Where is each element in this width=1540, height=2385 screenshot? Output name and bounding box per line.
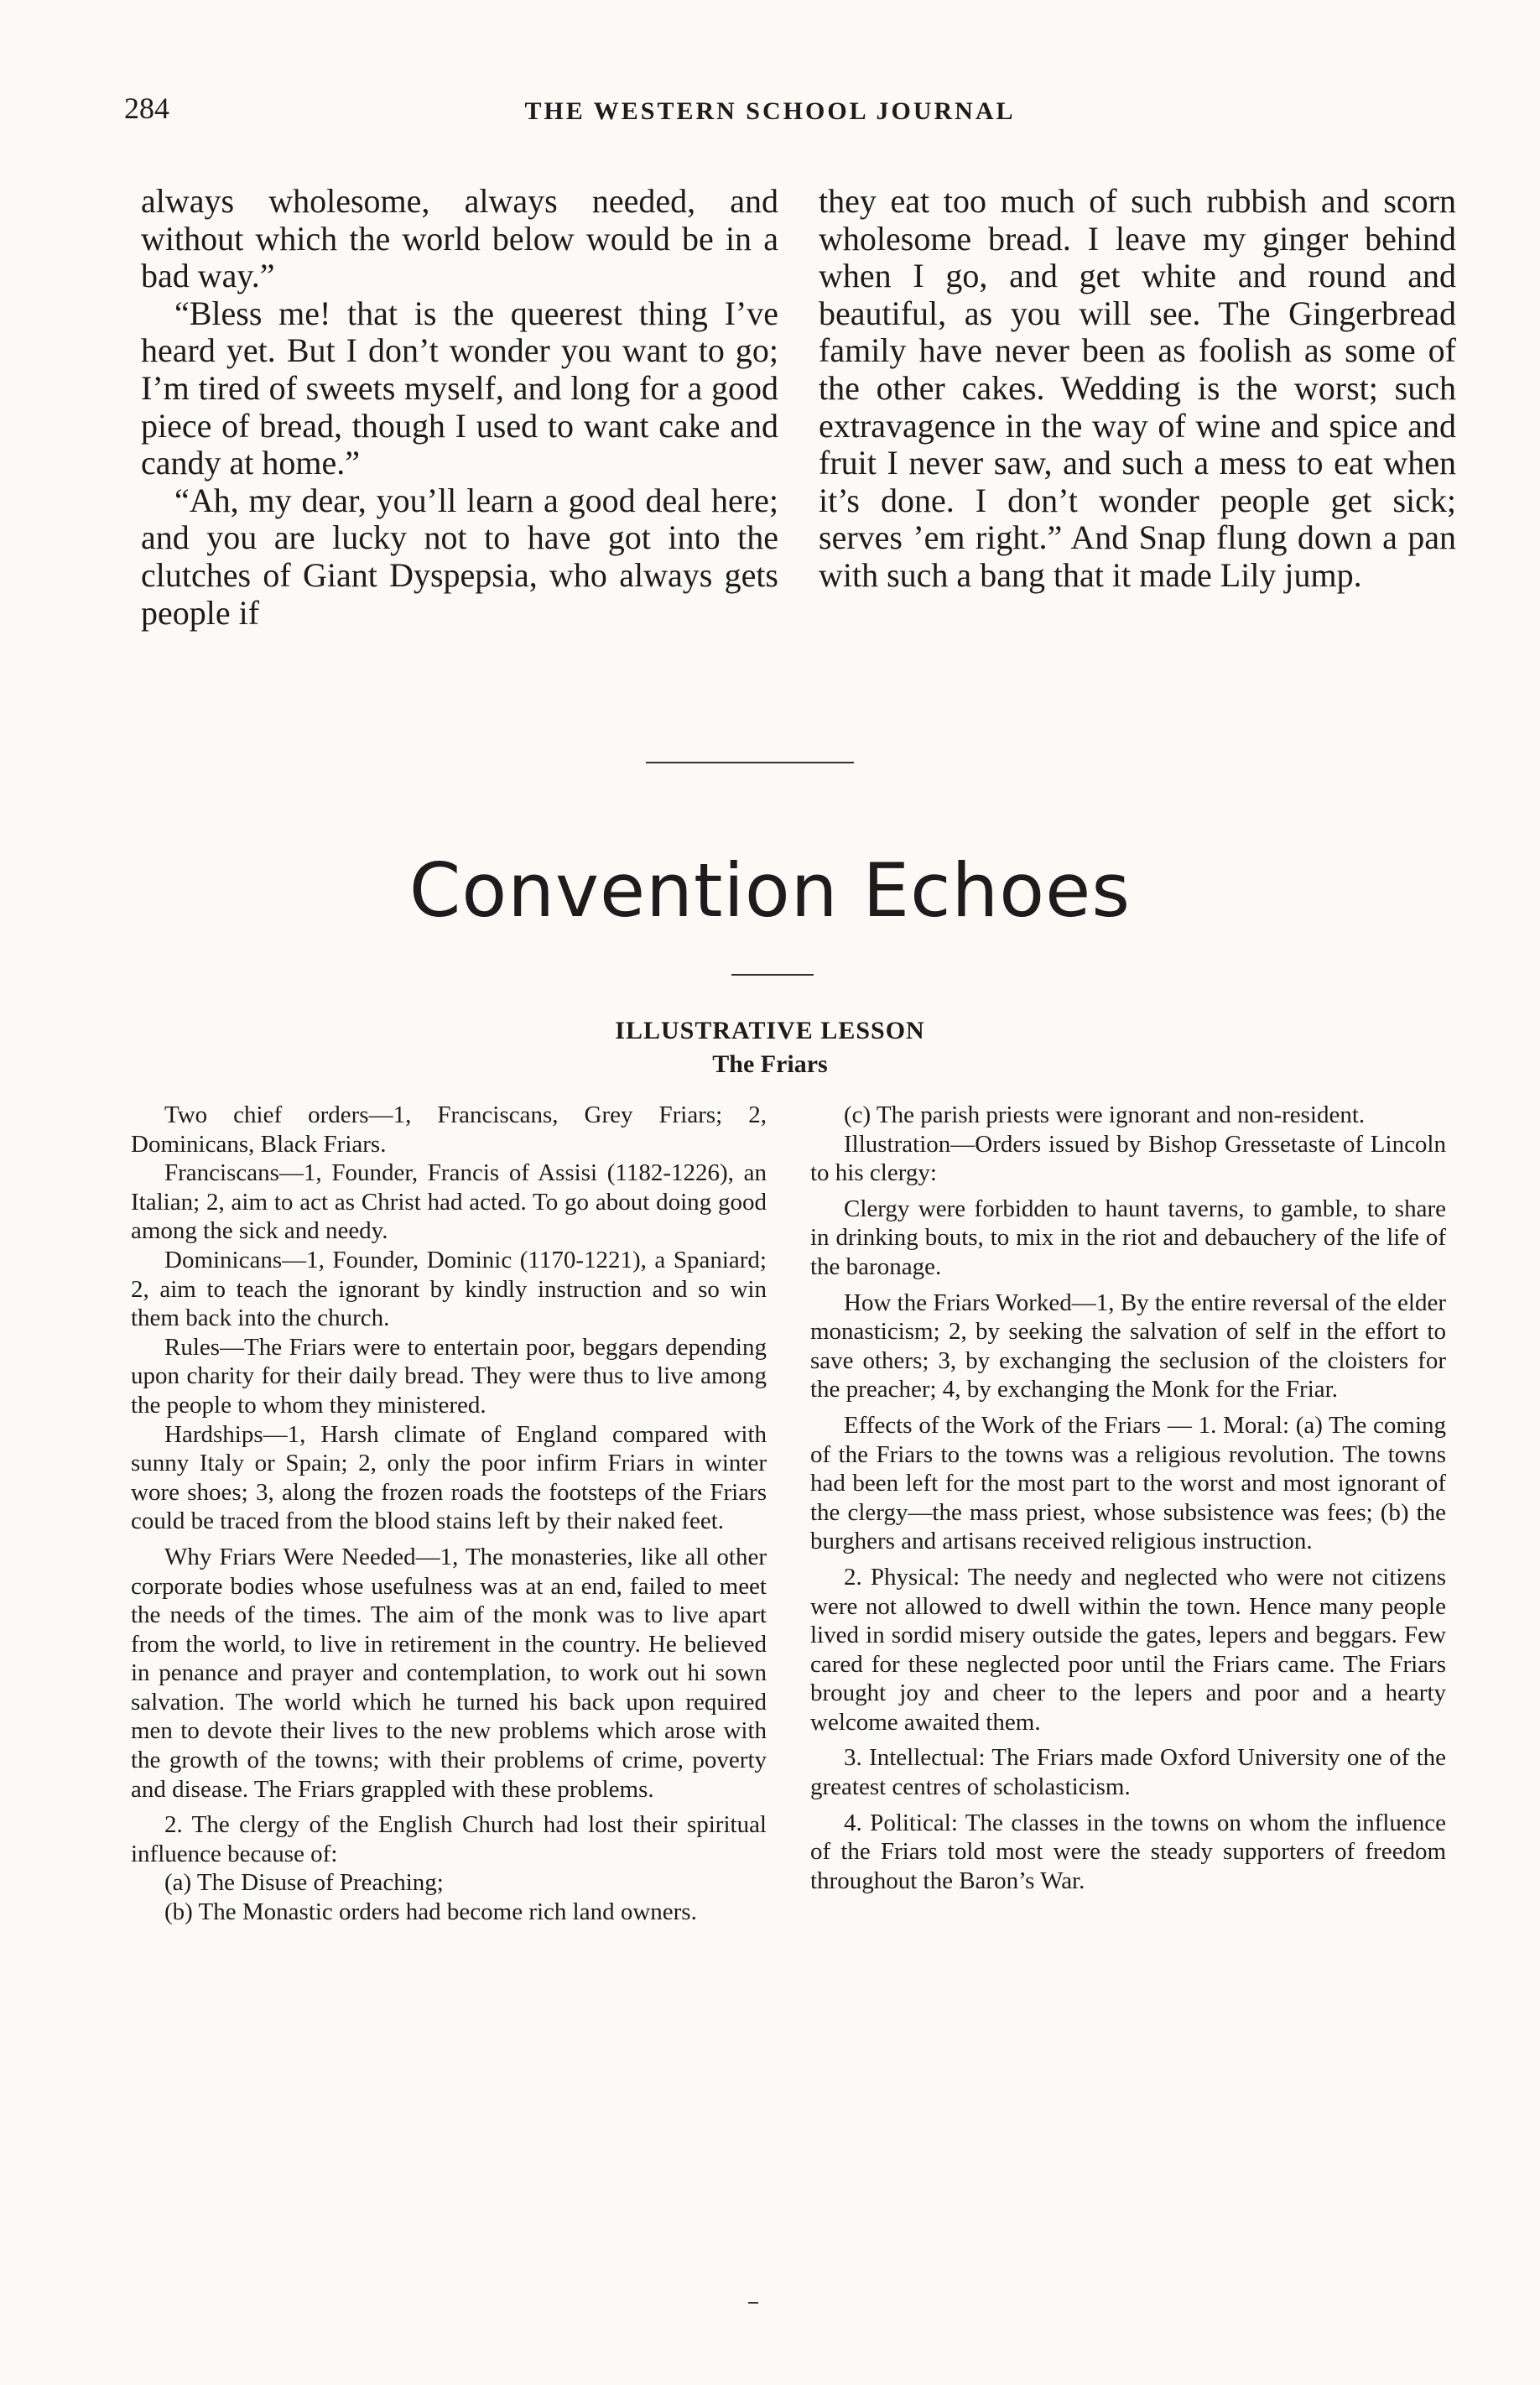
article-paragraph: (b) The Monastic orders had become rich land owners. bbox=[164, 1898, 697, 1926]
article-paragraph: Clergy were forbidden to haunt taverns, to gamble, to share in drinking bouts, to mix in the riot and debauchery of the life of the baronage. bbox=[810, 1195, 1446, 1280]
article-paragraph: 4. Political: The classes in the towns on whom the influence of the Friars told most were the steady supporters of freedom throughout the Baron’s War. bbox=[810, 1809, 1446, 1894]
article-body bbox=[131, 1101, 1446, 1927]
article-paragraph: Franciscans—1, Founder, Francis of Assisi (1182-1226), an Italian; 2, aim to act as Christ had acted. To go about doing good among the sick and needy. bbox=[131, 1159, 767, 1245]
heading-divider bbox=[731, 974, 814, 976]
article-paragraph: Hardships—1, Harsh climate of England compared with sunny Italy or Spain; 2, only the poor infirm Friars in winter wore shoes; 3, along the frozen roads the footsteps of the Friars could be traced from the blood stains left by their naked feet. bbox=[131, 1420, 767, 1535]
page-footer-mark bbox=[748, 2302, 758, 2304]
article-paragraph: How the Friars Worked—1, By the entire reversal of the elder monasticism; 2, by seeking the salvation of self in the effort to save others; 3, by exchanging the seclusion of the cloisters for the preacher; 4, by exchanging the Monk for the Friar. bbox=[810, 1289, 1446, 1403]
story-paragraph: always wholesome, always needed, and without which the world below would be in a bad way.” bbox=[141, 182, 778, 295]
story-paragraph: “Ah, my dear, you’ll learn a good deal here; and you are lucky not to have got into the clutches of Giant Dyspepsia, who always gets people if bbox=[141, 481, 778, 632]
page-number: 284 bbox=[124, 91, 169, 125]
article-paragraph: Why Friars Were Needed—1, The monasteries, like all other corporate bodies whose usefulness was at an end, failed to meet the needs of the times. The aim of the monk was to live apart from the world, to live in retirement in the country. He believed in penance and prayer and contemplation, to work out hi sown salvation. The world which he turned his back upon required men to devote their lives to the new problems which arose with the growth of the towns; with their problems of crime, poverty and disease. The Friars grappled with these problems. bbox=[131, 1543, 767, 1803]
lesson-title: ILLUSTRATIVE LESSON bbox=[615, 1017, 925, 1044]
section-divider bbox=[646, 762, 854, 763]
article-paragraph: 2. Physical: The needy and neglected who were not citizens were not allowed to dwell within the town. Hence many people lived in sordid misery outside the gates, lepers and beggars. Few cared for these neglected poor until the Friars came. The Friars brought joy and cheer to the lepers and poor and a hearty welcome awaited them. bbox=[810, 1563, 1446, 1736]
article-heading: Convention Echoes bbox=[408, 847, 1132, 934]
article-paragraph: 2. The clergy of the English Church had lost their spiritual influence because of: bbox=[131, 1811, 767, 1867]
article-paragraph: (c) The parish priests were ignorant and non-resident. bbox=[844, 1101, 1366, 1128]
story-left-column bbox=[141, 183, 778, 632]
article-paragraph: (a) The Disuse of Preaching; bbox=[164, 1869, 444, 1897]
article-right-column bbox=[810, 1101, 1446, 1927]
story-paragraph: they eat too much of such rubbish and scorn wholesome bread. I leave my ginger behind when I go, and get white and round and beautiful, as you will see. The Gingerbread family have never been as foolish as some of the other cakes. Wedding is the worst; such extravagence in the way of wine and spice and fruit I never saw, and such a mess to eat when it’s done. I don’t wonder people get sick; serves ’em right.” And Snap flung down a pan with such a bang that it made Lily jump. bbox=[819, 182, 1456, 594]
story-continuation bbox=[141, 183, 1456, 632]
lesson-subtitle: The Friars bbox=[712, 1050, 828, 1078]
article-paragraph: Two chief orders—1, Franciscans, Grey Friars; 2, Dominicans, Black Friars. bbox=[131, 1101, 767, 1158]
article-paragraph: Effects of the Work of the Friars — 1. Moral: (a) The coming of the Friars to the towns was a religious revolution. The towns had been left for the most part to the worst and most ignorant of the clergy—the mass priest, whose subsistence was fees; (b) the burghers and artisans received religious instruction. bbox=[810, 1411, 1446, 1555]
story-paragraph: “Bless me! that is the queerest thing I’ve heard yet. But I don’t wonder you want to go; I’m tired of sweets myself, and long for a good piece of bread, though I used to want cake and candy at home.” bbox=[141, 294, 778, 482]
story-right-column bbox=[819, 183, 1456, 632]
article-paragraph: 3. Intellectual: The Friars made Oxford University one of the greatest centres of scholasticism. bbox=[810, 1744, 1446, 1801]
page-header bbox=[0, 91, 1540, 141]
article-paragraph: Dominicans—1, Founder, Dominic (1170-1221), a Spaniard; 2, aim to teach the ignorant by kindly instruction and so win them back into the church. bbox=[131, 1246, 767, 1332]
running-title: THE WESTERN SCHOOL JOURNAL bbox=[524, 97, 1016, 125]
article-paragraph: Illustration—Orders issued by Bishop Gressetaste of Lincoln to his clergy: bbox=[810, 1130, 1446, 1187]
article-left-column bbox=[131, 1101, 767, 1927]
article-paragraph: Rules—The Friars were to entertain poor, beggars depending upon charity for their daily bread. They were thus to live among the people to whom they ministered. bbox=[131, 1333, 767, 1419]
